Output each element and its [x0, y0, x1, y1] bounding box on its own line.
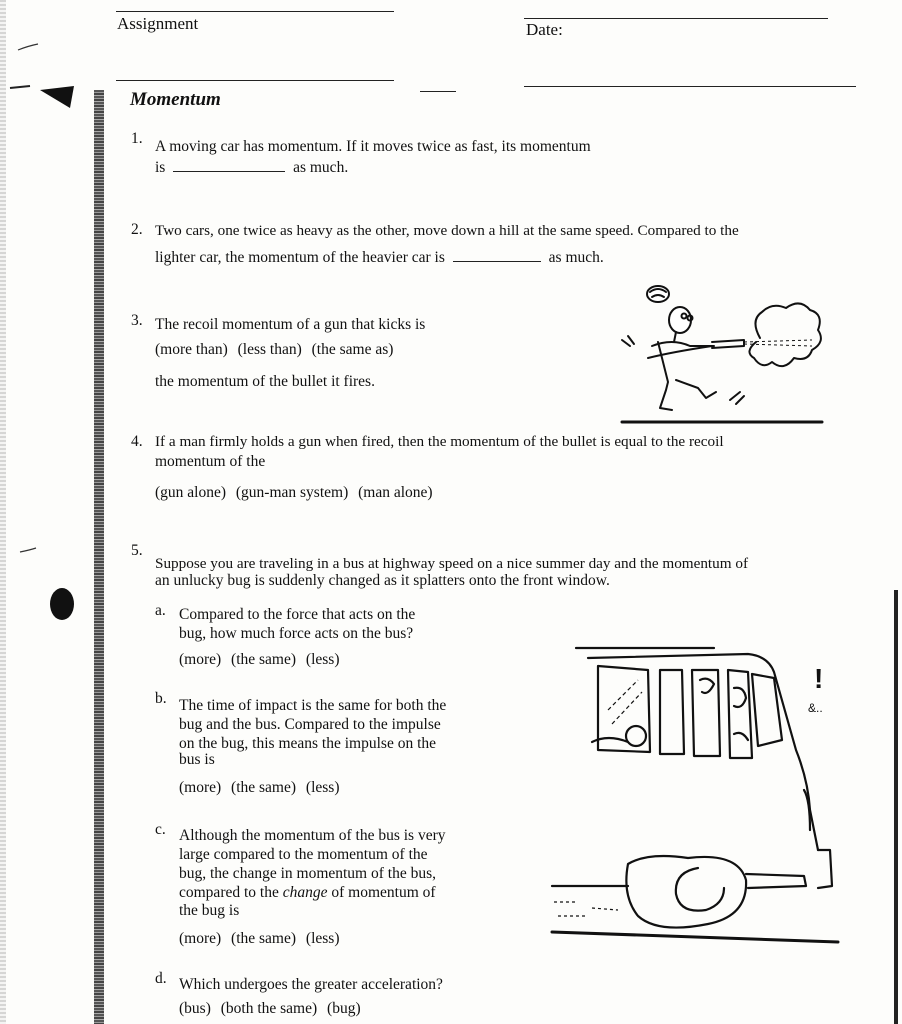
- question-text-post: as much.: [548, 249, 604, 266]
- question-text: Compared to the force that acts on the: [179, 606, 416, 623]
- header-rule: [524, 18, 828, 19]
- question-text: Suppose you are traveling in a bus at highway speed on a nice summer day and the momentum of: [155, 555, 749, 572]
- question-text: Which undergoes the greater acceleration?: [179, 976, 443, 993]
- question-text: the bug is: [179, 902, 240, 919]
- question-number: 5.: [131, 542, 143, 559]
- question-text: The recoil momentum of a gun that kicks is: [155, 316, 426, 333]
- question-text: momentum of the: [155, 453, 266, 470]
- assignment-field-line: [116, 80, 394, 81]
- man-firing-gun-illustration: [612, 280, 832, 430]
- option[interactable]: (man alone): [358, 484, 433, 501]
- question-text: the momentum of the bullet it fires.: [155, 373, 375, 390]
- question-text: Although the momentum of the bus is very: [179, 827, 446, 844]
- page-edge: [894, 590, 898, 1024]
- answer-options: [179, 651, 345, 669]
- option[interactable]: (the same): [231, 930, 297, 947]
- question-number: 3.: [131, 312, 143, 329]
- question-text: large compared to the momentum of the: [179, 846, 428, 863]
- binder-marks: [0, 0, 90, 700]
- question-text: [155, 159, 348, 177]
- option[interactable]: (gun-man system): [235, 484, 349, 501]
- sub-question-letter: a.: [155, 602, 166, 619]
- option[interactable]: (more): [179, 930, 222, 947]
- question-text: The time of impact is the same for both the: [179, 697, 447, 714]
- sub-question-letter: b.: [155, 690, 167, 707]
- answer-blank[interactable]: [173, 171, 285, 172]
- question-text: [179, 884, 436, 902]
- question-text: bus is: [179, 751, 215, 768]
- answer-options: [155, 484, 439, 502]
- header-rule: [420, 91, 456, 92]
- answer-options: [155, 341, 399, 359]
- question-text-post: as much.: [293, 159, 349, 176]
- option[interactable]: (gun alone): [155, 484, 227, 501]
- option[interactable]: (less): [305, 651, 340, 668]
- question-text: If a man firmly holds a gun when fired, then the momentum of the bullet is equal to the recoil: [155, 433, 724, 450]
- option[interactable]: (bus): [179, 1000, 211, 1017]
- bus-hitting-bug-illustration: [548, 640, 848, 950]
- option[interactable]: (more than): [155, 341, 228, 358]
- question-text: on the bug, this means the impulse on the: [179, 735, 437, 752]
- question-text: an unlucky bug is suddenly changed as it splatters onto the front window.: [155, 572, 610, 589]
- question-text: [155, 249, 604, 267]
- svg-text:&..: &..: [808, 701, 823, 715]
- sub-question-letter: c.: [155, 821, 166, 838]
- answer-options: [179, 1000, 367, 1018]
- page-title: Momentum: [130, 89, 221, 110]
- option[interactable]: (less): [305, 779, 340, 796]
- header-rule: [116, 11, 394, 12]
- emphasis-word: change: [282, 884, 328, 901]
- option[interactable]: (more): [179, 779, 222, 796]
- option[interactable]: (less): [305, 930, 340, 947]
- option[interactable]: (the same): [231, 779, 297, 796]
- question-text-post: of momentum of: [327, 884, 436, 901]
- option[interactable]: (both the same): [220, 1000, 318, 1017]
- question-text-pre: is: [155, 159, 166, 176]
- option[interactable]: (the same): [231, 651, 297, 668]
- answer-options: [179, 779, 345, 797]
- date-label: Date:: [526, 20, 563, 39]
- question-text-pre: compared to the: [179, 884, 283, 901]
- sub-question-letter: d.: [155, 970, 167, 987]
- answer-options: [179, 930, 345, 948]
- question-number: 2.: [131, 221, 143, 238]
- question-text: A moving car has momentum. If it moves twice as fast, its momentum: [155, 138, 591, 155]
- option[interactable]: (the same as): [311, 341, 394, 358]
- question-number: 4.: [131, 433, 143, 450]
- option[interactable]: (less than): [237, 341, 302, 358]
- svg-text:!: !: [814, 663, 824, 694]
- option[interactable]: (more): [179, 651, 222, 668]
- date-field-line: [524, 86, 856, 87]
- question-text: bug, how much force acts on the bus?: [179, 625, 414, 642]
- question-number: 1.: [131, 130, 143, 147]
- assignment-label: Assignment: [117, 14, 199, 33]
- answer-blank[interactable]: [453, 261, 541, 262]
- option[interactable]: (bug): [327, 1000, 361, 1017]
- question-text: Two cars, one twice as heavy as the other, move down a hill at the same speed. Compared to the: [155, 222, 739, 239]
- question-text: bug, the change in momentum of the bus,: [179, 865, 436, 882]
- question-text: bug and the bus. Compared to the impulse: [179, 716, 441, 733]
- binding-stripe: [94, 90, 104, 1024]
- question-text-pre: lighter car, the momentum of the heavier car is: [155, 249, 445, 266]
